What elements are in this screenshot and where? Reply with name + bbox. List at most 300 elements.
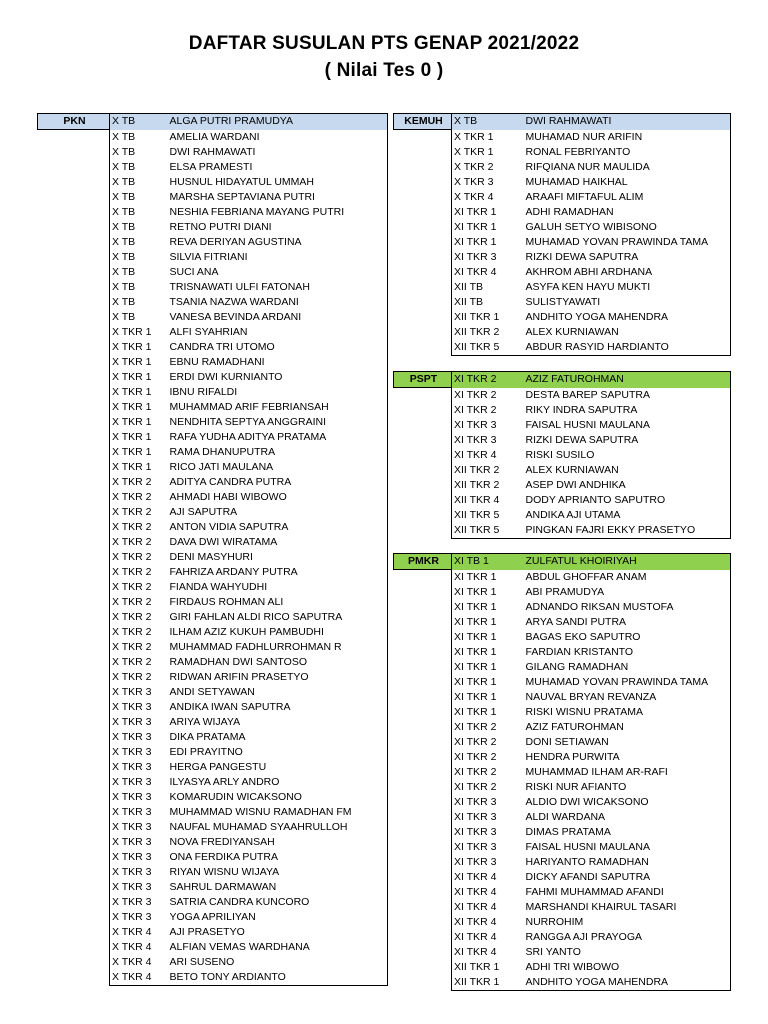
subject-spacer	[38, 250, 110, 265]
class-cell: X TKR 2	[110, 565, 168, 580]
class-cell: X TKR 2	[110, 670, 168, 685]
student-name-cell: HENDRA PURWITA	[524, 750, 731, 765]
class-cell: X TKR 2	[110, 640, 168, 655]
student-name-cell: RAMA DHANUPUTRA	[168, 445, 388, 460]
table-row	[38, 580, 388, 595]
table-row	[394, 900, 731, 915]
class-cell: X TB	[110, 280, 168, 295]
subject-spacer	[38, 715, 110, 730]
table-row	[38, 715, 388, 730]
subject-spacer	[394, 750, 452, 765]
student-name-cell: MARSHANDI KHAIRUL TASARI	[524, 900, 731, 915]
table-row	[394, 418, 731, 433]
table-row	[394, 765, 731, 780]
table-row	[394, 114, 731, 130]
student-name-cell: BETO TONY ARDIANTO	[168, 970, 388, 986]
subject-spacer	[38, 415, 110, 430]
subject-spacer	[38, 370, 110, 385]
class-cell: X TKR 2	[110, 595, 168, 610]
class-cell: XI TKR 3	[452, 250, 524, 265]
table-row	[38, 970, 388, 986]
table-row	[38, 925, 388, 940]
student-name-cell: AKHROM ABHI ARDHANA	[524, 265, 731, 280]
class-cell: X TKR 2	[110, 535, 168, 550]
student-name-cell: RIYAN WISNU WIJAYA	[168, 865, 388, 880]
class-cell: X TKR 2	[110, 550, 168, 565]
student-name-cell: MUHAMMAD ARIF FEBRIANSAH	[168, 400, 388, 415]
class-cell: XII TKR 1	[452, 960, 524, 975]
class-cell: XI TKR 4	[452, 870, 524, 885]
table-row	[38, 790, 388, 805]
table-row	[394, 645, 731, 660]
subject-spacer	[38, 925, 110, 940]
class-cell: XI TB 1	[452, 554, 524, 570]
student-name-cell: MUHAMAD HAIKHAL	[524, 175, 731, 190]
subject-spacer	[394, 600, 452, 615]
table-row	[38, 295, 388, 310]
class-cell: X TKR 1	[110, 325, 168, 340]
student-name-cell: DAVA DWI WIRATAMA	[168, 535, 388, 550]
student-name-cell: AZIZ FATUROHMAN	[524, 720, 731, 735]
student-name-cell: GIRI FAHLAN ALDI RICO SAPUTRA	[168, 610, 388, 625]
subject-spacer	[38, 235, 110, 250]
subject-spacer	[38, 730, 110, 745]
class-cell: XII TKR 5	[452, 340, 524, 356]
table-row	[394, 810, 731, 825]
student-name-cell: MUHAMAD YOVAN PRAWINDA TAMA	[524, 235, 731, 250]
subject-spacer	[394, 645, 452, 660]
class-cell: X TKR 1	[110, 340, 168, 355]
subject-spacer	[38, 805, 110, 820]
table-row	[38, 760, 388, 775]
table-row	[394, 690, 731, 705]
class-cell: X TKR 4	[452, 190, 524, 205]
student-name-cell: REVA DERIYAN AGUSTINA	[168, 235, 388, 250]
subject-spacer	[38, 700, 110, 715]
class-cell: X TKR 3	[110, 685, 168, 700]
student-name-cell: AZIZ FATUROHMAN	[524, 372, 731, 388]
subject-spacer	[394, 160, 452, 175]
student-name-cell: ANDIKA IWAN SAPUTRA	[168, 700, 388, 715]
student-name-cell: RIDWAN ARIFIN PRASETYO	[168, 670, 388, 685]
subject-spacer	[394, 190, 452, 205]
student-name-cell: ABDUL GHOFFAR ANAM	[524, 570, 731, 586]
student-name-cell: MUHAMMAD WISNU RAMADHAN FM	[168, 805, 388, 820]
subject-spacer	[394, 855, 452, 870]
class-cell: XI TKR 3	[452, 840, 524, 855]
subject-spacer	[394, 145, 452, 160]
class-cell: XI TKR 2	[452, 765, 524, 780]
table-row	[38, 865, 388, 880]
student-name-cell: ELSA PRAMESTI	[168, 160, 388, 175]
subject-spacer	[38, 865, 110, 880]
class-cell: X TKR 3	[110, 775, 168, 790]
student-name-cell: ADNANDO RIKSAN MUSTOFA	[524, 600, 731, 615]
class-cell: XI TKR 4	[452, 945, 524, 960]
class-cell: X TB	[110, 114, 168, 130]
table-row	[394, 325, 731, 340]
table-row	[394, 175, 731, 190]
table-row	[394, 265, 731, 280]
table-row	[38, 205, 388, 220]
class-cell: XI TKR 4	[452, 885, 524, 900]
table-row	[394, 310, 731, 325]
class-cell: X TB	[110, 295, 168, 310]
subject-spacer	[38, 580, 110, 595]
subject-spacer	[394, 265, 452, 280]
subject-spacer	[394, 930, 452, 945]
subject-spacer	[394, 403, 452, 418]
student-name-cell: AMELIA WARDANI	[168, 130, 388, 146]
table-row	[394, 840, 731, 855]
student-name-cell: MARSHA SEPTAVIANA PUTRI	[168, 190, 388, 205]
table-row	[394, 585, 731, 600]
subject-spacer	[38, 325, 110, 340]
page-subtitle: ( Nilai Tes 0 )	[324, 60, 444, 81]
student-name-cell: GILANG RAMADHAN	[524, 660, 731, 675]
subject-spacer	[38, 190, 110, 205]
class-cell: XI TKR 1	[452, 675, 524, 690]
subject-spacer	[38, 385, 110, 400]
student-name-cell: RISKI WISNU PRATAMA	[524, 705, 731, 720]
table-row	[394, 750, 731, 765]
subject-spacer	[394, 900, 452, 915]
student-name-cell: ERDI DWI KURNIANTO	[168, 370, 388, 385]
student-name-cell: FARDIAN KRISTANTO	[524, 645, 731, 660]
table-row	[38, 880, 388, 895]
subject-spacer	[38, 850, 110, 865]
table-row	[38, 835, 388, 850]
class-cell: X TKR 3	[110, 700, 168, 715]
subject-spacer	[394, 493, 452, 508]
student-name-cell: ARAAFI MIFTAFUL ALIM	[524, 190, 731, 205]
class-cell: XI TKR 3	[452, 795, 524, 810]
subject-spacer	[394, 340, 452, 356]
class-cell: X TB	[452, 114, 524, 130]
student-name-cell: SUCI ANA	[168, 265, 388, 280]
table-row	[394, 235, 731, 250]
student-name-cell: TRISNAWATI ULFI FATONAH	[168, 280, 388, 295]
student-name-cell: RANGGA AJI PRAYOGA	[524, 930, 731, 945]
class-cell: XI TKR 2	[452, 388, 524, 404]
student-name-cell: SAHRUL DARMAWAN	[168, 880, 388, 895]
student-name-cell: ANDHITO YOGA MAHENDRA	[524, 975, 731, 991]
table-row	[38, 280, 388, 295]
student-name-cell: ALFIAN VEMAS WARDHANA	[168, 940, 388, 955]
student-name-cell: ALFI SYAHRIAN	[168, 325, 388, 340]
subject-spacer	[394, 478, 452, 493]
class-cell: XI TKR 4	[452, 915, 524, 930]
subject-spacer	[38, 955, 110, 970]
table-row	[38, 565, 388, 580]
student-name-cell: ARI SUSENO	[168, 955, 388, 970]
table-row	[38, 325, 388, 340]
table-row	[38, 130, 388, 146]
table-row	[394, 388, 731, 404]
subject-spacer	[38, 880, 110, 895]
student-name-cell: RICO JATI MAULANA	[168, 460, 388, 475]
student-name-cell: EBNU RAMADHANI	[168, 355, 388, 370]
subject-label: PSPT	[394, 372, 452, 388]
table-row	[38, 400, 388, 415]
table-row	[38, 190, 388, 205]
table-row	[38, 670, 388, 685]
class-cell: XI TKR 2	[452, 780, 524, 795]
class-cell: X TKR 2	[110, 490, 168, 505]
table-row	[38, 595, 388, 610]
student-name-cell: ILYASYA ARLY ANDRO	[168, 775, 388, 790]
table-row	[38, 820, 388, 835]
class-cell: XI TKR 1	[452, 690, 524, 705]
table-row	[394, 735, 731, 750]
table-row	[38, 850, 388, 865]
student-name-cell: KOMARUDIN WICAKSONO	[168, 790, 388, 805]
subject-spacer	[38, 910, 110, 925]
class-cell: X TKR 2	[110, 520, 168, 535]
class-cell: XI TKR 2	[452, 403, 524, 418]
class-cell: X TKR 3	[110, 745, 168, 760]
student-name-cell: RIKY INDRA SAPUTRA	[524, 403, 731, 418]
class-cell: XI TKR 1	[452, 585, 524, 600]
class-cell: XI TKR 1	[452, 645, 524, 660]
student-name-cell: RAMADHAN DWI SANTOSO	[168, 655, 388, 670]
class-cell: X TKR 2	[110, 505, 168, 520]
subject-spacer	[394, 825, 452, 840]
class-cell: X TKR 1	[110, 355, 168, 370]
class-cell: X TB	[110, 160, 168, 175]
table-row	[394, 145, 731, 160]
class-cell: XII TKR 2	[452, 478, 524, 493]
class-cell: XI TKR 1	[452, 235, 524, 250]
table-row	[394, 600, 731, 615]
table-row	[38, 685, 388, 700]
subject-spacer	[38, 130, 110, 146]
subject-spacer	[38, 430, 110, 445]
student-name-cell: ILHAM AZIZ KUKUH PAMBUDHI	[168, 625, 388, 640]
class-cell: XI TKR 1	[452, 570, 524, 586]
table-row	[38, 730, 388, 745]
student-name-cell: RISKI NUR AFIANTO	[524, 780, 731, 795]
subject-spacer	[38, 760, 110, 775]
class-cell: XI TKR 3	[452, 433, 524, 448]
subject-spacer	[394, 508, 452, 523]
student-name-cell: ONA FERDIKA PUTRA	[168, 850, 388, 865]
class-cell: XI TKR 3	[452, 418, 524, 433]
subject-spacer	[38, 160, 110, 175]
student-name-cell: DONI SETIAWAN	[524, 735, 731, 750]
subject-spacer	[38, 640, 110, 655]
student-name-cell: RIZKI DEWA SAPUTRA	[524, 250, 731, 265]
class-cell: X TB	[110, 265, 168, 280]
table-row	[394, 915, 731, 930]
subject-spacer	[38, 460, 110, 475]
table-row	[394, 945, 731, 960]
table-row	[394, 870, 731, 885]
table-row	[394, 615, 731, 630]
class-cell: X TKR 4	[110, 955, 168, 970]
subject-spacer	[394, 130, 452, 146]
class-cell: XII TKR 5	[452, 523, 524, 539]
table-row	[38, 175, 388, 190]
table-row	[394, 705, 731, 720]
student-name-cell: FAISAL HUSNI MAULANA	[524, 418, 731, 433]
class-cell: X TKR 3	[110, 895, 168, 910]
subject-spacer	[38, 625, 110, 640]
class-cell: XII TKR 1	[452, 975, 524, 991]
table-row	[394, 493, 731, 508]
class-cell: XII TKR 2	[452, 463, 524, 478]
class-cell: X TKR 2	[110, 580, 168, 595]
student-name-cell: ANTON VIDIA SAPUTRA	[168, 520, 388, 535]
table-row	[38, 895, 388, 910]
table-row	[38, 114, 388, 130]
table-row	[394, 372, 731, 388]
student-name-cell: FAHMI MUHAMMAD AFANDI	[524, 885, 731, 900]
subject-spacer	[394, 975, 452, 991]
page-title: DAFTAR SUSULAN PTS GENAP 2021/2022	[188, 33, 580, 54]
class-cell: XI TKR 2	[452, 720, 524, 735]
table-row	[38, 550, 388, 565]
class-cell: XI TKR 4	[452, 900, 524, 915]
subject-spacer	[394, 870, 452, 885]
student-name-cell: ANDHITO YOGA MAHENDRA	[524, 310, 731, 325]
subject-spacer	[394, 675, 452, 690]
class-cell: X TB	[110, 235, 168, 250]
class-cell: X TKR 3	[110, 715, 168, 730]
student-name-cell: NAUVAL BRYAN REVANZA	[524, 690, 731, 705]
class-cell: X TKR 3	[110, 820, 168, 835]
student-name-cell: SULISTYAWATI	[524, 295, 731, 310]
subject-spacer	[38, 655, 110, 670]
pkn-table	[37, 113, 388, 986]
class-cell: X TKR 1	[110, 400, 168, 415]
subject-spacer	[394, 735, 452, 750]
table-row	[394, 570, 731, 586]
table-row	[38, 535, 388, 550]
student-name-cell: ADHI TRI WIBOWO	[524, 960, 731, 975]
class-cell: X TB	[110, 205, 168, 220]
class-cell: XI TKR 3	[452, 855, 524, 870]
class-cell: X TKR 3	[110, 790, 168, 805]
subject-spacer	[38, 490, 110, 505]
class-cell: X TKR 2	[110, 610, 168, 625]
student-name-cell: FAISAL HUSNI MAULANA	[524, 840, 731, 855]
student-name-cell: HARIYANTO RAMADHAN	[524, 855, 731, 870]
table-row	[38, 160, 388, 175]
class-cell: XI TKR 3	[452, 825, 524, 840]
class-cell: X TKR 3	[110, 760, 168, 775]
subject-spacer	[38, 835, 110, 850]
class-cell: X TKR 4	[110, 925, 168, 940]
class-cell: X TB	[110, 145, 168, 160]
subject-spacer	[394, 885, 452, 900]
student-name-cell: NENDHITA SEPTYA ANGGRAINI	[168, 415, 388, 430]
subject-spacer	[394, 630, 452, 645]
class-cell: XI TKR 4	[452, 448, 524, 463]
subject-spacer	[38, 295, 110, 310]
table-row	[394, 190, 731, 205]
table-row	[38, 700, 388, 715]
subject-spacer	[394, 250, 452, 265]
table-row	[38, 475, 388, 490]
table-row	[38, 250, 388, 265]
table-row	[394, 660, 731, 675]
subject-spacer	[394, 310, 452, 325]
class-cell: XI TKR 3	[452, 810, 524, 825]
student-name-cell: NESHIA FEBRIANA MAYANG PUTRI	[168, 205, 388, 220]
student-name-cell: ADITYA CANDRA PUTRA	[168, 475, 388, 490]
student-name-cell: DESTA BAREP SAPUTRA	[524, 388, 731, 404]
class-cell: X TKR 3	[110, 910, 168, 925]
table-row	[394, 205, 731, 220]
student-name-cell: AHMADI HABI WIBOWO	[168, 490, 388, 505]
student-name-cell: DODY APRIANTO SAPUTRO	[524, 493, 731, 508]
student-name-cell: ASYFA KEN HAYU MUKTI	[524, 280, 731, 295]
student-name-cell: ABI PRAMUDYA	[524, 585, 731, 600]
table-row	[38, 505, 388, 520]
table-row	[38, 655, 388, 670]
table-row	[38, 310, 388, 325]
student-name-cell: TSANIA NAZWA WARDANI	[168, 295, 388, 310]
subject-spacer	[38, 505, 110, 520]
student-name-cell: SRI YANTO	[524, 945, 731, 960]
subject-spacer	[38, 895, 110, 910]
table-row	[394, 855, 731, 870]
subject-spacer	[394, 840, 452, 855]
subject-spacer	[38, 670, 110, 685]
table-row	[38, 370, 388, 385]
student-name-cell: ABDUR RASYID HARDIANTO	[524, 340, 731, 356]
class-cell: X TKR 3	[110, 850, 168, 865]
student-name-cell: AJI SAPUTRA	[168, 505, 388, 520]
student-name-cell: CANDRA TRI UTOMO	[168, 340, 388, 355]
table-row	[38, 625, 388, 640]
class-cell: X TKR 4	[110, 940, 168, 955]
student-name-cell: NAUFAL MUHAMAD SYAAHRULLOH	[168, 820, 388, 835]
table-row	[394, 433, 731, 448]
subject-spacer	[38, 340, 110, 355]
table-row	[38, 415, 388, 430]
student-name-cell: ZULFATUL KHOIRIYAH	[524, 554, 731, 570]
class-cell: X TKR 3	[110, 835, 168, 850]
subject-spacer	[394, 388, 452, 404]
student-name-cell: DENI MASYHURI	[168, 550, 388, 565]
student-name-cell: MUHAMAD NUR ARIFIN	[524, 130, 731, 146]
student-name-cell: ALDI WARDANA	[524, 810, 731, 825]
table-row	[38, 265, 388, 280]
class-cell: X TB	[110, 190, 168, 205]
student-name-cell: ASEP DWI ANDHIKA	[524, 478, 731, 493]
subject-spacer	[394, 585, 452, 600]
subject-spacer	[38, 775, 110, 790]
student-name-cell: ALEX KURNIAWAN	[524, 325, 731, 340]
subject-spacer	[394, 690, 452, 705]
student-name-cell: MUHAMAD YOVAN PRAWINDA TAMA	[524, 675, 731, 690]
subject-spacer	[38, 685, 110, 700]
class-cell: X TKR 4	[110, 970, 168, 986]
subject-spacer	[38, 940, 110, 955]
subject-spacer	[394, 810, 452, 825]
student-name-cell: DIMAS PRATAMA	[524, 825, 731, 840]
class-cell: XI TKR 1	[452, 615, 524, 630]
class-cell: X TB	[110, 310, 168, 325]
table-row	[394, 295, 731, 310]
table-row	[38, 910, 388, 925]
subject-spacer	[394, 175, 452, 190]
student-name-cell: RIZKI DEWA SAPUTRA	[524, 433, 731, 448]
subject-spacer	[394, 418, 452, 433]
subject-label: PMKR	[394, 554, 452, 570]
